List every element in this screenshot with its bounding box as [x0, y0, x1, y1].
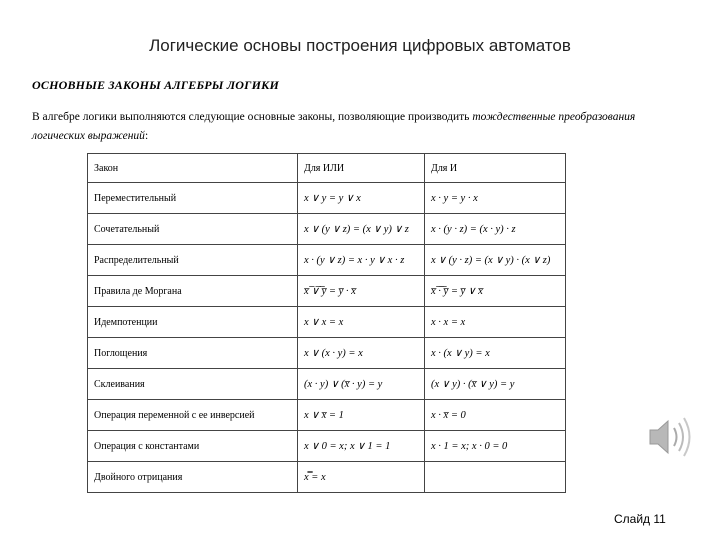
- speaker-icon-graphic: [646, 412, 696, 462]
- or-formula: (x · y) ∨ (x̅ · y) = y: [298, 369, 425, 400]
- or-formula: x ∨ 0 = x; x ∨ 1 = 1: [298, 431, 425, 462]
- and-formula: (x ∨ y) · (x̅ ∨ y) = y: [425, 369, 566, 400]
- intro-end-text: :: [144, 130, 149, 142]
- and-formula: x · y = y · x: [425, 183, 566, 214]
- table-row: [88, 183, 566, 214]
- table-row: [88, 307, 566, 338]
- and-formula: x · (y · z) = (x · y) · z: [425, 214, 566, 245]
- intro-italic-text: тождественные преобразования логических выражений: [32, 111, 636, 142]
- or-formula: x · (y ∨ z) = x · y ∨ x · z: [298, 245, 425, 276]
- and-formula: x · x̅ = 0: [425, 400, 566, 431]
- table-row: [88, 431, 566, 462]
- or-formula: x̅ ̅∨̅ ̅y̅ = y̅ · x̅: [298, 276, 425, 307]
- law-name: Операция переменной с ее инверсией: [88, 400, 298, 431]
- table-row: [88, 462, 566, 493]
- and-formula: x · (x ∨ y) = x: [425, 338, 566, 369]
- header-or: Для ИЛИ: [298, 154, 425, 183]
- table-row: [88, 276, 566, 307]
- or-formula: x ∨ x̅ = 1: [298, 400, 425, 431]
- intro-plain-text: В алгебре логики выполняются следующие основные законы, позволяющие производить: [32, 111, 473, 123]
- header-law: Закон: [88, 154, 298, 183]
- law-name: Операция с константами: [88, 431, 298, 462]
- and-formula: x · 1 = x; x · 0 = 0: [425, 431, 566, 462]
- speaker-icon[interactable]: [646, 412, 696, 462]
- and-formula: x ∨ (y · z) = (x ∨ y) · (x ∨ z): [425, 245, 566, 276]
- slide-title: Логические основы построения цифровых автоматов: [149, 36, 571, 55]
- and-formula: x · x = x: [425, 307, 566, 338]
- law-name: Сочетательный: [88, 214, 298, 245]
- law-name: Правила де Моргана: [88, 276, 298, 307]
- table-row: [88, 400, 566, 431]
- law-name: Склеивания: [88, 369, 298, 400]
- table-row: [88, 369, 566, 400]
- or-formula: x ∨ x = x: [298, 307, 425, 338]
- intro-paragraph: [32, 108, 682, 146]
- or-formula: x ∨ (y ∨ z) = (x ∨ y) ∨ z: [298, 214, 425, 245]
- law-name: Переместительный: [88, 183, 298, 214]
- table-row: [88, 338, 566, 369]
- and-formula: x̅ ̅·̅ ̅y̅ = y̅ ∨ x̅: [425, 276, 566, 307]
- and-formula: [425, 462, 566, 493]
- law-name: Идемпотенции: [88, 307, 298, 338]
- table-row: [88, 214, 566, 245]
- table-row: [88, 245, 566, 276]
- or-formula: x ∨ (x · y) = x: [298, 338, 425, 369]
- law-name: Двойного отрицания: [88, 462, 298, 493]
- slide-number: Слайд 11: [614, 512, 666, 526]
- laws-table: [87, 153, 566, 493]
- or-formula: x̿ = x: [298, 462, 425, 493]
- law-name: Поглощения: [88, 338, 298, 369]
- header-and: Для И: [425, 154, 566, 183]
- law-name: Распределительный: [88, 245, 298, 276]
- section-heading: ОСНОВНЫЕ ЗАКОНЫ АЛГЕБРЫ ЛОГИКИ: [32, 78, 279, 92]
- table-header-row: [88, 154, 566, 183]
- or-formula: x ∨ y = y ∨ x: [298, 183, 425, 214]
